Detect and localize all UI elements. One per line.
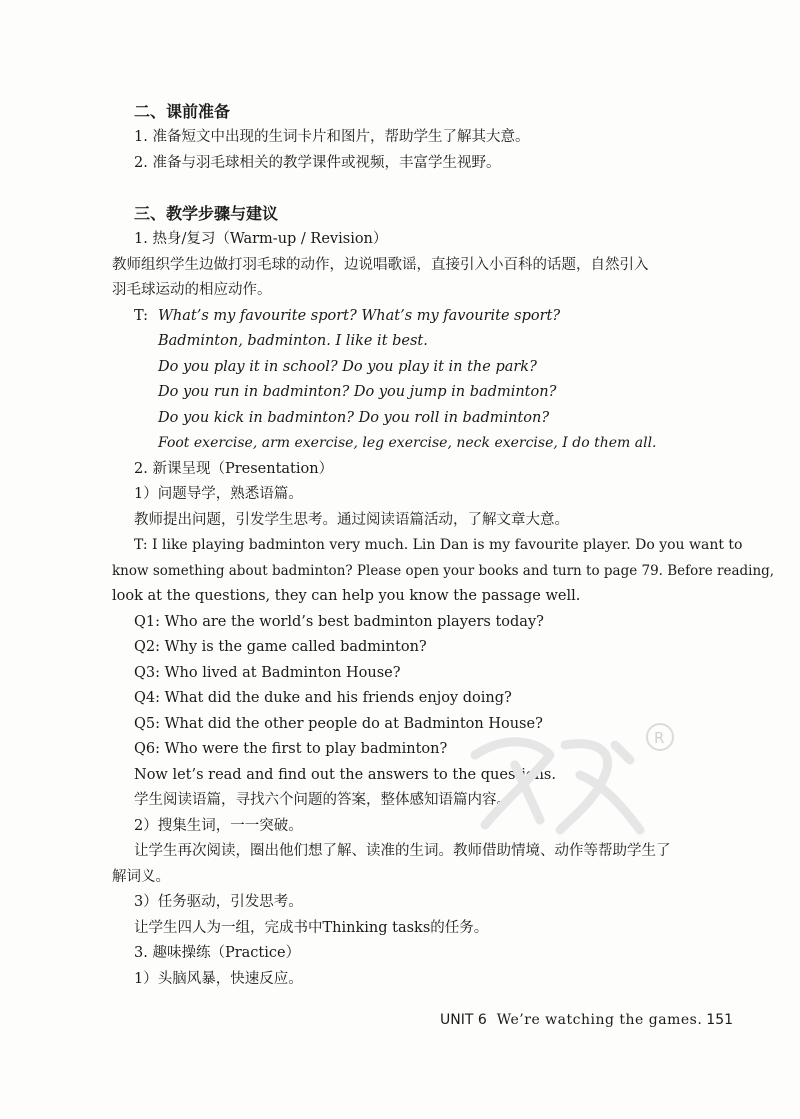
step2-sub3: 3）任务驱动，引发思考。 bbox=[134, 894, 303, 910]
step2-sub1-desc: 教师提出问题，引发学生思考。通过阅读语篇活动，了解文章大意。 bbox=[134, 512, 569, 528]
svg-text:R: R bbox=[654, 729, 665, 747]
step2-sub2-desc-line-2: 解词义。 bbox=[112, 869, 170, 885]
step2-sub2: 2）搜集生词，一一突破。 bbox=[134, 818, 303, 834]
footer-unit-title: We’re watching the games. bbox=[496, 1012, 703, 1028]
question-2: Q2: Why is the game called badminton? bbox=[134, 639, 427, 655]
step2-title: 2. 新课呈现（Presentation） bbox=[134, 461, 334, 477]
section-heading-steps: 三、教学步骤与建议 bbox=[134, 204, 279, 223]
question-3: Q3: Who lived at Badminton House? bbox=[134, 665, 401, 681]
read-instruction: Now let’s read and find out the answers to the questions. bbox=[134, 767, 556, 783]
step2-sub2-desc-line-1: 让学生再次阅读，圈出他们想了解、读准的生词。教师借助情境、动作等帮助学生了 bbox=[134, 843, 671, 859]
question-6: Q6: Who were the first to play badminton? bbox=[134, 741, 448, 757]
step2-sub1: 1）问题导学，熟悉语篇。 bbox=[134, 486, 303, 502]
step3-title: 3. 趣味操练（Practice） bbox=[134, 945, 301, 961]
step2-sub3-desc: 让学生四人为一组，完成书中Thinking tasks的任务。 bbox=[134, 920, 489, 936]
chant-line-5: Do you kick in badminton? Do you roll in badminton? bbox=[158, 410, 550, 426]
teacher-line-1: T: I like playing badminton very much. Lin Dan is my favourite player. Do you want to bbox=[134, 537, 743, 553]
question-5: Q5: What did the other people do at Badminton House? bbox=[134, 716, 543, 732]
step1-title: 1. 热身/复习（Warm-up / Revision） bbox=[134, 231, 388, 247]
chant-line-1: What’s my favourite sport? What’s my favourite sport? bbox=[158, 308, 561, 324]
chant-line-3: Do you play it in school? Do you play it in the park? bbox=[158, 359, 537, 375]
read-desc: 学生阅读语篇，寻找六个问题的答案，整体感知语篇内容。 bbox=[134, 792, 511, 808]
step3-sub1: 1）头脑风暴，快速反应。 bbox=[134, 971, 303, 987]
chant-line-4: Do you run in badminton? Do you jump in badminton? bbox=[158, 384, 557, 400]
prep-item-1: 1. 准备短文中出现的生词卡片和图片，帮助学生了解其大意。 bbox=[134, 129, 530, 145]
teacher-line-2: know something about badminton? Please open your books and turn to page 79. Before reading, bbox=[112, 563, 775, 579]
teacher-line-3: look at the questions, they can help you know the passage well. bbox=[112, 588, 581, 604]
chant-label: T: bbox=[134, 308, 149, 324]
step1-desc-line-2: 羽毛球运动的相应动作。 bbox=[112, 282, 272, 298]
question-4: Q4: What did the duke and his friends enjoy doing? bbox=[134, 690, 512, 706]
page-number: 151 bbox=[706, 1012, 734, 1028]
footer-unit: UNIT 6 bbox=[440, 1012, 487, 1028]
page-footer bbox=[440, 1010, 733, 1030]
chant-line-2: Badminton, badminton. I like it best. bbox=[158, 333, 428, 349]
chant-line-6: Foot exercise, arm exercise, leg exercise, neck exercise, I do them all. bbox=[158, 435, 657, 451]
step1-desc-line-1: 教师组织学生边做打羽毛球的动作，边说唱歌谣，直接引入小百科的话题，自然引入 bbox=[112, 257, 649, 273]
question-1: Q1: Who are the world’s best badminton players today? bbox=[134, 614, 544, 630]
section-heading-prep: 二、课前准备 bbox=[134, 102, 231, 121]
prep-item-2: 2. 准备与羽毛球相关的教学课件或视频，丰富学生视野。 bbox=[134, 155, 501, 171]
